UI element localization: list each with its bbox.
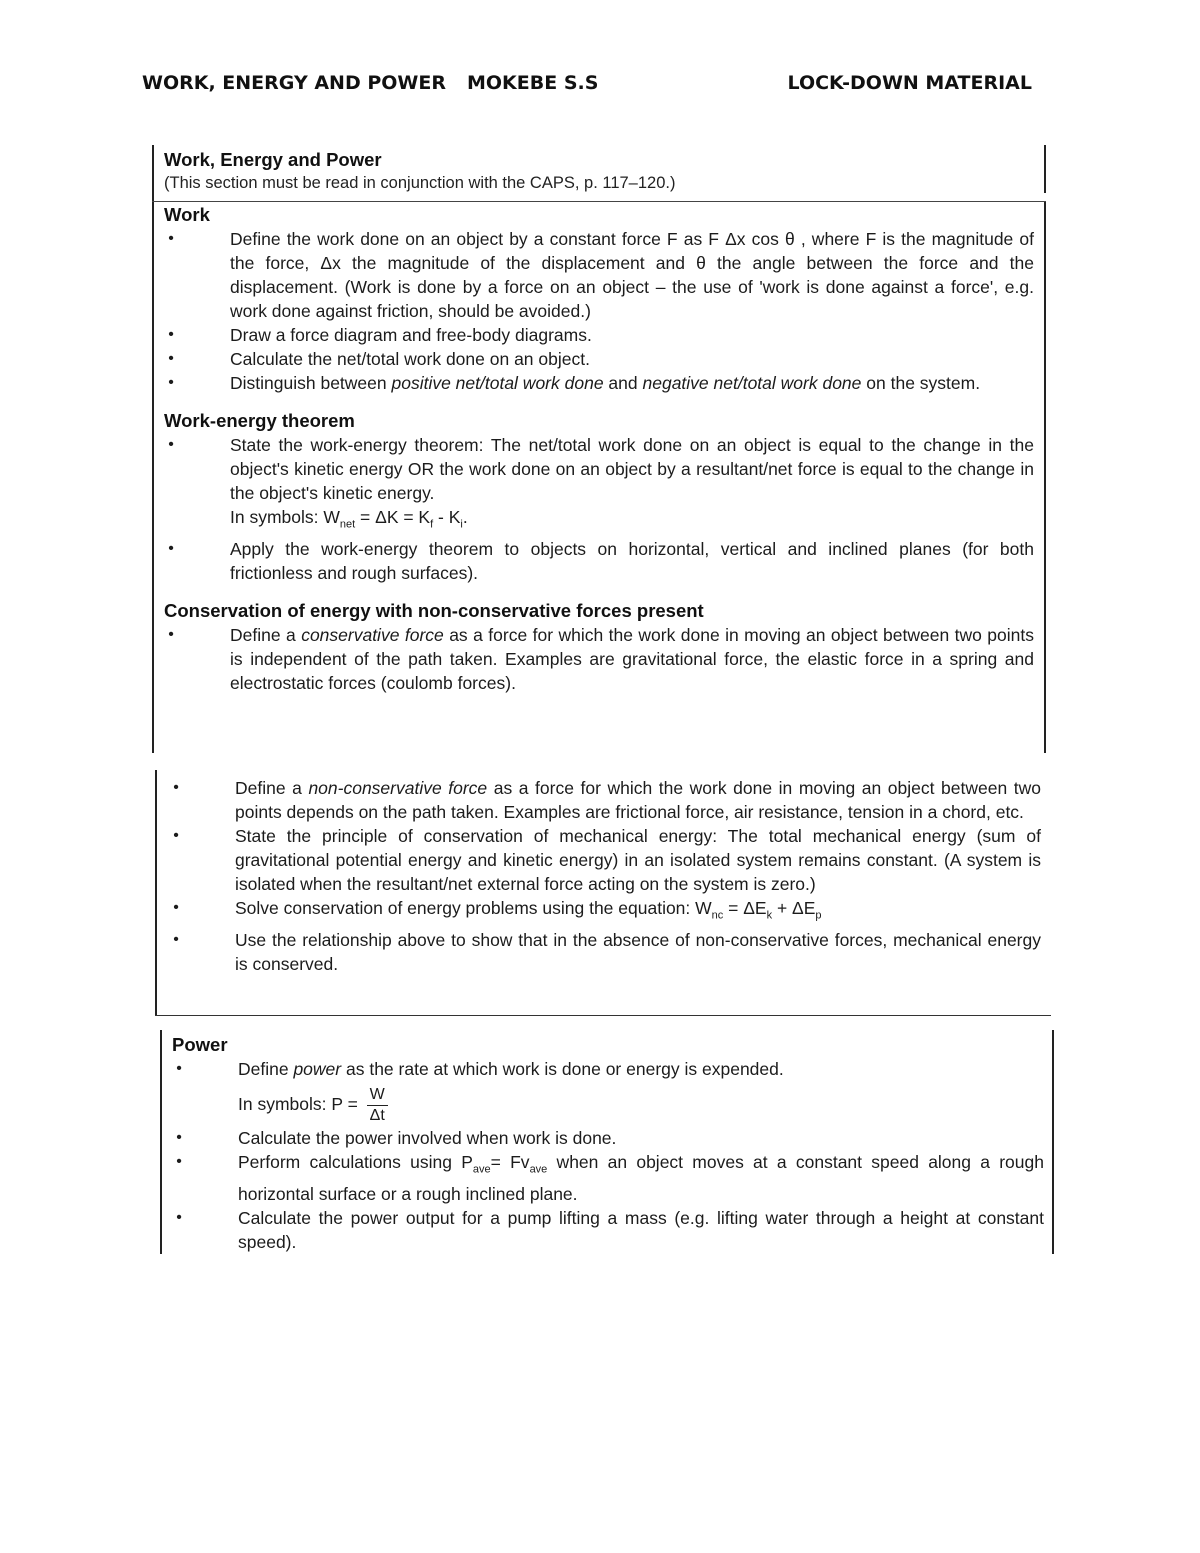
page-header xyxy=(142,72,1032,100)
list-item: • Define a non-conservative force as a force for which the work done in moving an object between two points depends on the path taken. Examples are frictional force, air resistance, tension in a chord, etc. xyxy=(169,776,1041,824)
bullet-icon: • xyxy=(176,1129,182,1146)
bullet-icon: • xyxy=(173,779,179,796)
list-item: • Define power as the rate at which work is done or energy is expended. In symbols: P = $\frac{W}{\Delta t}$ xyxy=(172,1057,1044,1126)
bullet-icon: • xyxy=(168,350,174,367)
header-title: WORK, ENERGY AND POWER xyxy=(142,72,446,94)
bullet-icon: • xyxy=(168,625,174,643)
list-item: • Distinguish between positive net/total work done and negative net/total work done on the system. xyxy=(164,371,1034,395)
list-item: • Solve conservation of energy problems using the equation: $W_{nc} = \Delta E_k + \Delta E_p$ xyxy=(169,896,1041,928)
bullet-icon: • xyxy=(173,899,179,916)
work-energy-list xyxy=(164,433,1034,585)
power-heading: Power xyxy=(172,1034,228,1055)
conservation-heading: Conservation of energy with non-conservative forces present xyxy=(164,599,704,621)
list-item: • Calculate the power involved when work is done. xyxy=(172,1126,1044,1150)
bullet-icon: • xyxy=(176,1153,182,1170)
list-item: • Use the relationship above to show that in the absence of non-conservative forces, mechanical energy is conserved. xyxy=(169,928,1041,976)
power-list xyxy=(172,1057,1044,1254)
section-box-work-energy xyxy=(152,145,1046,753)
list-item: • Perform calculations using $P_{ave}= Fv_{ave}$ when an object moves at a constant speed along a rough horizontal surface or a rough inclined plane. xyxy=(172,1150,1044,1206)
list-item: • Define a conservative force as a force for which the work done in moving an object between two points is independent of the path taken. Examples are gravitational force, the elastic force in a spring and electrostatic forces (coulomb forces). xyxy=(164,623,1034,695)
list-item: • Calculate the net/total work done on an object. xyxy=(164,347,1034,371)
caps-note: (This section must be read in conjunction with the CAPS, p. 117–120.) xyxy=(164,174,676,192)
bullet-icon: • xyxy=(168,230,174,247)
power-formula: In symbols: P = $\frac{W}{\Delta t}$ xyxy=(238,1085,1044,1126)
bullet-icon: • xyxy=(173,930,179,948)
work-energy-heading: Work-energy theorem xyxy=(164,410,355,431)
list-item: • Draw a force diagram and free-body diagrams. xyxy=(164,323,1034,347)
list-item: • Define the work done on an object by a constant force F as F Δx cos θ , where F is the magnitude of the force, Δx the magnitude of the displacement and θ the angle between the force and the displacement. (Work is done by a force on an object – the use of 'work is done against a force', e.g. work done against friction, should be avoided.) xyxy=(164,227,1034,323)
box-title: Work, Energy and Power xyxy=(164,149,382,170)
list-item: • Apply the work-energy theorem to objects on horizontal, vertical and inclined planes (for both frictionless and rough surfaces). xyxy=(164,537,1034,585)
bullet-icon: • xyxy=(176,1208,182,1226)
bullet-icon: • xyxy=(173,827,179,844)
bullet-icon: • xyxy=(168,436,174,453)
bullet-icon: • xyxy=(176,1060,182,1077)
work-list xyxy=(164,227,1034,395)
bullet-icon: • xyxy=(168,326,174,343)
bullet-icon: • xyxy=(168,539,174,557)
work-heading: Work xyxy=(164,204,210,225)
list-item: • State the work-energy theorem: The net/total work done on an object is equal to the change in the object's kinetic energy OR the work done on an object by a resultant/net force is equal to the change in the object's kinetic energy. In symbols: $W_{net} = \Delta K = K_f - K_i$. xyxy=(164,433,1034,537)
list-item: • Calculate the power output for a pump lifting a mass (e.g. lifting water through a height at constant speed). xyxy=(172,1206,1044,1254)
conservation-list xyxy=(164,623,1034,695)
symbols-line: In symbols: $W_{net} = \Delta K = K_f - K_i$. xyxy=(230,507,468,531)
header-material: LOCK-DOWN MATERIAL xyxy=(787,72,1032,94)
bullet-icon: • xyxy=(168,374,174,391)
section-box-conservation-cont xyxy=(155,770,1051,1016)
section-box-power xyxy=(160,1030,1054,1254)
list-item: • State the principle of conservation of mechanical energy: The total mechanical energy (sum of gravitational potential energy and kinetic energy) in an isolated system remains constant. (A system is isolated when the resultant/net external force acting on the system is zero.) xyxy=(169,824,1041,896)
header-author: MOKEBE S.S xyxy=(467,72,599,94)
conservation-list-continued xyxy=(169,776,1041,976)
